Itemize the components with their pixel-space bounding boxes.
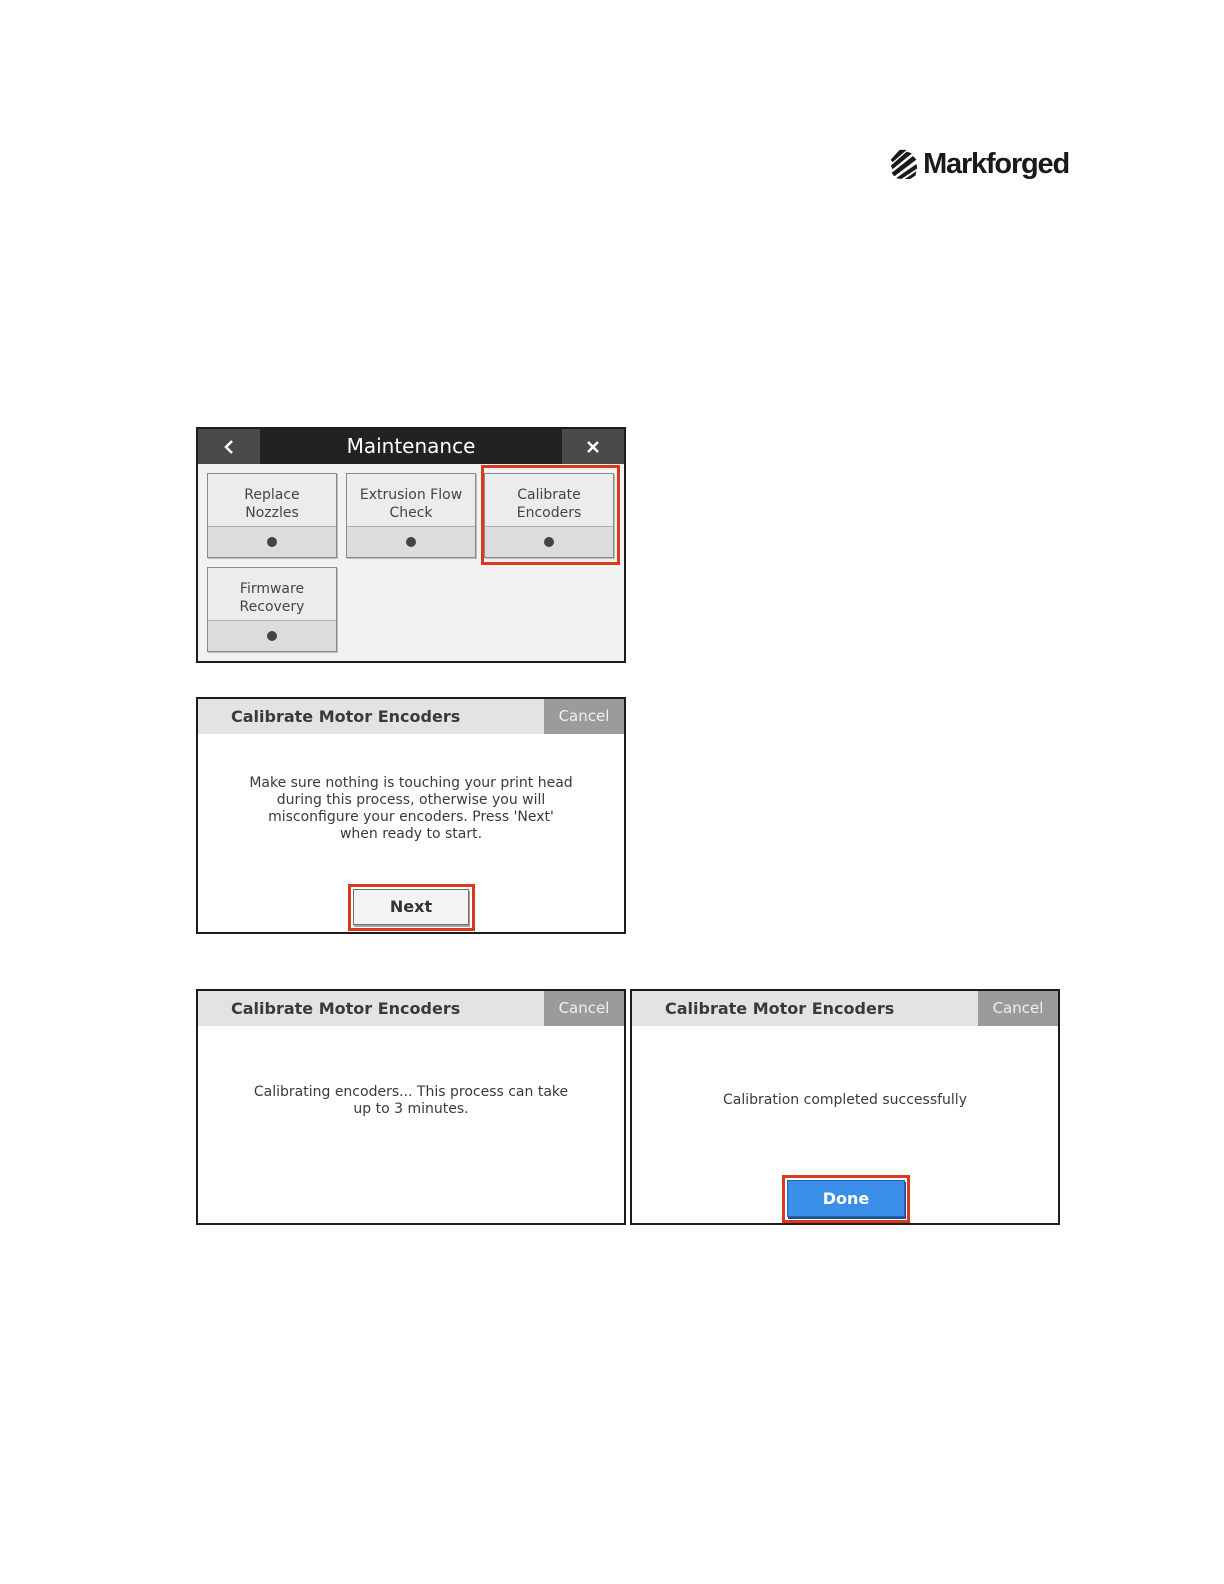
- dialog-header: [632, 991, 1058, 1026]
- tile-footer: [208, 526, 336, 557]
- tile-label: [208, 576, 336, 620]
- cancel-button[interactable]: Cancel: [544, 991, 624, 1026]
- tile-footer: [347, 526, 475, 557]
- dialog-title: Calibrate Motor Encoders: [665, 999, 895, 1018]
- tile-label-line: Firmware: [239, 581, 305, 597]
- dot-icon: [406, 537, 416, 547]
- tile-label: [485, 482, 613, 526]
- next-button[interactable]: Next: [353, 889, 469, 925]
- tile-footer: [208, 620, 336, 651]
- dot-icon: [267, 631, 277, 641]
- tile-label: [347, 482, 475, 526]
- done-button[interactable]: Done: [787, 1180, 905, 1217]
- tile-label-line: Replace: [244, 487, 300, 503]
- message-line: Calibration completed successfully: [723, 1092, 967, 1108]
- calibrate-intro-screen: [196, 697, 626, 934]
- tile-label-line: Nozzles: [245, 505, 299, 521]
- tile-label-line: Check: [389, 505, 433, 521]
- tile-extrusion-flow-check[interactable]: [346, 473, 476, 558]
- maintenance-title: Maintenance: [346, 434, 476, 458]
- tile-replace-nozzles[interactable]: [207, 473, 337, 558]
- tile-firmware-recovery[interactable]: [207, 567, 337, 652]
- maintenance-screen: [196, 427, 626, 663]
- markforged-logo-icon: [889, 146, 919, 182]
- dialog-message: [198, 1084, 624, 1118]
- tile-label-line: Calibrate: [517, 487, 581, 503]
- back-button[interactable]: [198, 429, 260, 464]
- dialog-message: [198, 775, 624, 843]
- close-button[interactable]: [562, 429, 624, 464]
- calibrating-screen: [196, 989, 626, 1225]
- tile-label: [208, 482, 336, 526]
- maintenance-header: [198, 429, 624, 464]
- tile-label-line: Recovery: [239, 599, 305, 615]
- tile-label-line: Encoders: [516, 505, 582, 521]
- dot-icon: [544, 537, 554, 547]
- message-line: Calibrating encoders... This process can take: [253, 1084, 569, 1100]
- brand-name: Markforged: [923, 147, 1069, 180]
- close-icon: [586, 440, 600, 454]
- calibration-complete-screen: [630, 989, 1060, 1225]
- cancel-button[interactable]: Cancel: [978, 991, 1058, 1026]
- cancel-button[interactable]: Cancel: [544, 699, 624, 734]
- dialog-title: Calibrate Motor Encoders: [231, 999, 461, 1018]
- dialog-message: [632, 1092, 1058, 1109]
- tile-label-line: Extrusion Flow: [359, 487, 463, 503]
- tile-calibrate-encoders[interactable]: [484, 473, 614, 558]
- tile-footer: [485, 526, 613, 557]
- message-line: up to 3 minutes.: [353, 1101, 469, 1117]
- message-line: misconfigure your encoders. Press 'Next': [268, 809, 554, 825]
- message-line: Make sure nothing is touching your print head: [249, 775, 573, 791]
- dialog-header: [198, 991, 624, 1026]
- markforged-logo: [889, 142, 1069, 186]
- message-line: during this process, otherwise you will: [276, 792, 546, 808]
- dialog-title: Calibrate Motor Encoders: [231, 707, 461, 726]
- dialog-header: [198, 699, 624, 734]
- message-line: when ready to start.: [339, 826, 483, 842]
- chevron-left-icon: [222, 439, 236, 455]
- dot-icon: [267, 537, 277, 547]
